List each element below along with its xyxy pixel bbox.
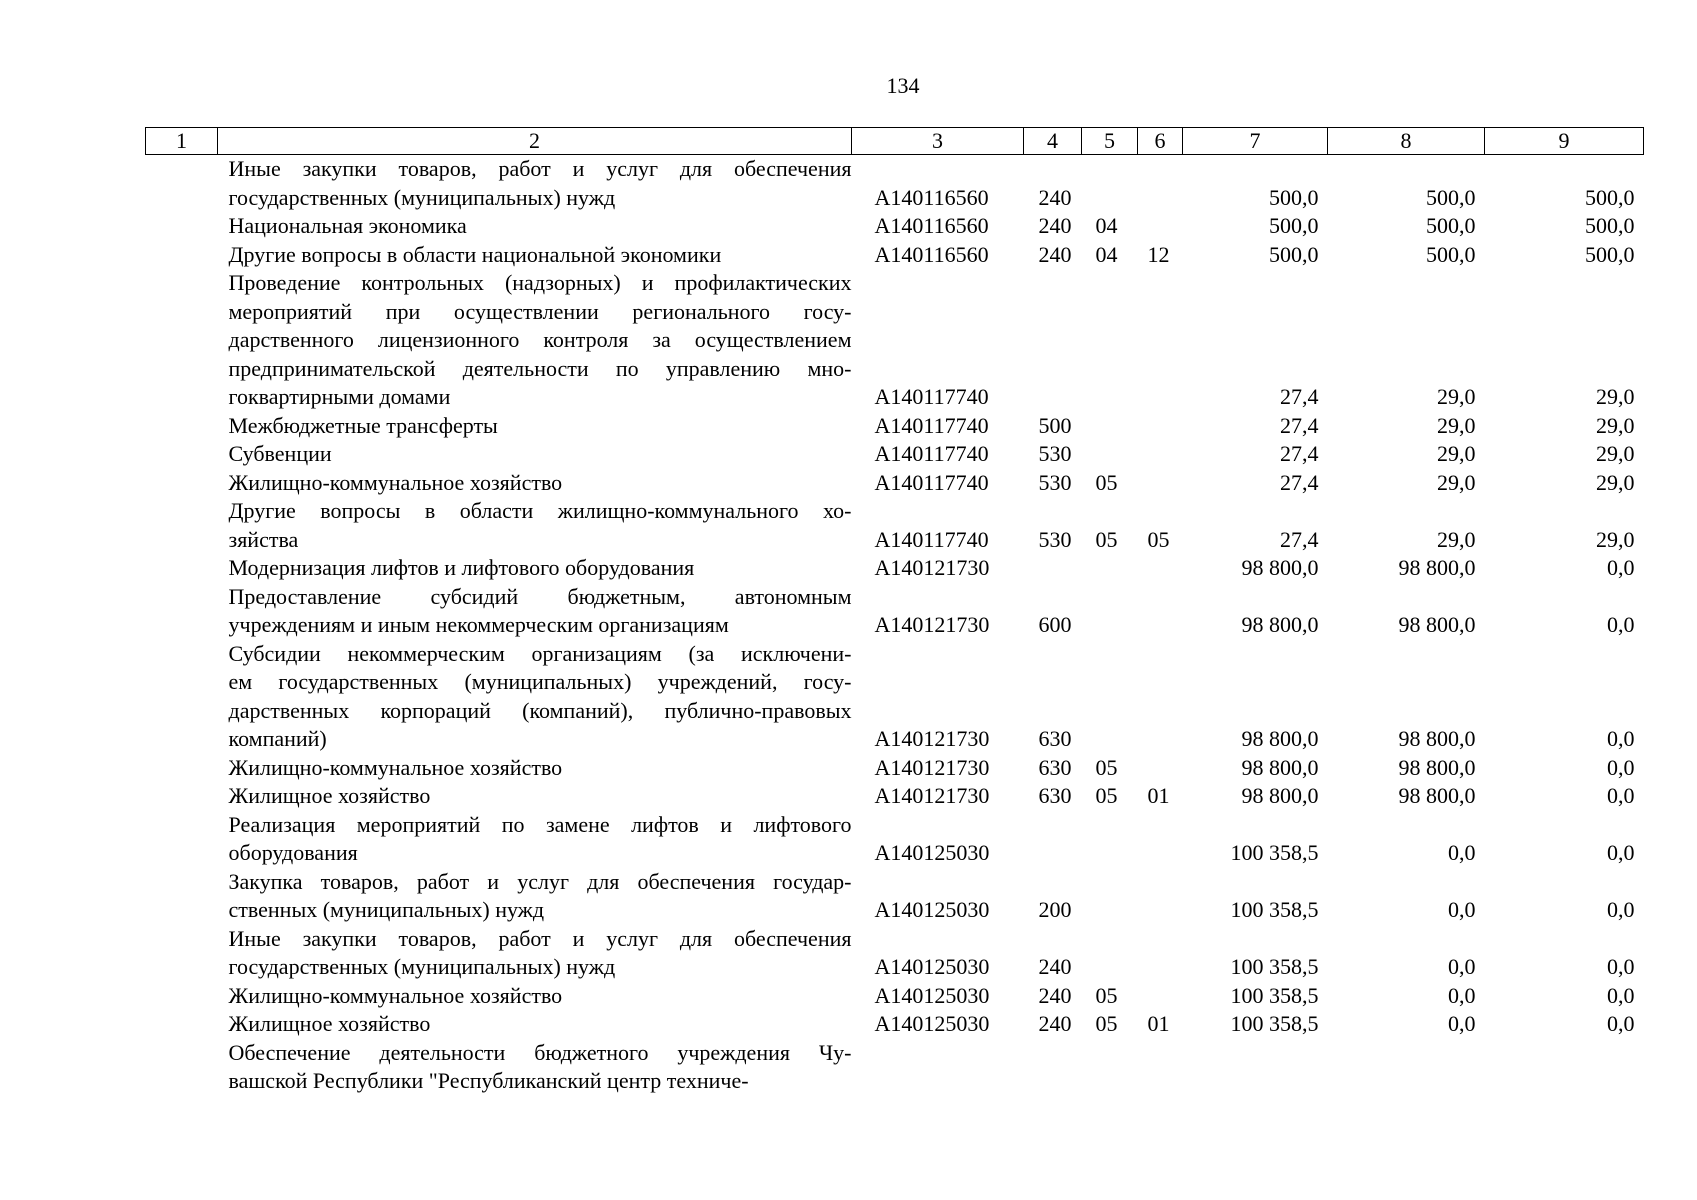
expense-type-cell: 630 <box>1038 783 1072 808</box>
amount-col7-cell: 27,4 <box>1280 384 1319 409</box>
amount-col9-cell: 0,0 <box>1607 840 1635 865</box>
amount-col8-cell: 98 800,0 <box>1398 754 1476 780</box>
table-row <box>146 754 1644 783</box>
row-number-cell <box>146 241 218 270</box>
section-cell <box>1082 412 1138 441</box>
item-name-line: Закупка товаров, работ и услуг для обеспечения государ- <box>228 868 852 894</box>
item-name-cell <box>218 469 852 498</box>
table-row <box>146 269 1644 412</box>
table-row <box>146 412 1644 441</box>
budget-table <box>145 127 1644 1096</box>
amount-col8-cell <box>1328 1039 1485 1096</box>
item-name-line: Межбюджетные трансферты <box>228 412 498 438</box>
budget-code-cell: А140121730 <box>874 754 990 780</box>
column-header-9: 9 <box>1485 128 1644 155</box>
subsection-cell <box>1138 269 1183 412</box>
budget-code-cell: А140121730 <box>874 726 990 751</box>
amount-col8-cell: 0,0 <box>1448 982 1476 1008</box>
section-cell <box>1082 811 1138 868</box>
section-cell <box>1082 1039 1138 1096</box>
amount-col8-cell: 98 800,0 <box>1398 612 1476 637</box>
subsection-cell <box>1138 440 1183 469</box>
item-name-line: Жилищно-коммунальное хозяйство <box>228 982 563 1008</box>
table-row <box>146 554 1644 583</box>
item-name-line: Обеспечение деятельности бюджетного учреждения Чу- <box>228 1039 852 1065</box>
amount-col8-cell: 500,0 <box>1426 213 1476 238</box>
amount-col8-cell: 0,0 <box>1448 1011 1476 1036</box>
amount-col9-cell: 29,0 <box>1596 469 1635 495</box>
subsection-cell <box>1138 868 1183 925</box>
item-name-cell <box>218 640 852 754</box>
item-name-line: ем государственных (муниципальных) учреждений, госу- <box>228 669 852 694</box>
row-number-cell <box>146 583 218 640</box>
item-name-cell <box>218 412 852 441</box>
expense-type-cell <box>1024 811 1082 868</box>
page-number: 134 <box>886 73 920 98</box>
item-name-line: Жилищно-коммунальное хозяйство <box>228 469 563 495</box>
table-header-row <box>146 128 1644 155</box>
amount-col9-cell: 500,0 <box>1585 184 1635 210</box>
budget-code-cell: А140117740 <box>874 384 989 409</box>
item-name-line: Субвенции <box>228 441 332 466</box>
amount-col8-cell: 0,0 <box>1448 840 1476 865</box>
subsection-cell <box>1138 155 1183 213</box>
table-row <box>146 583 1644 640</box>
subsection-cell: 01 <box>1147 783 1170 808</box>
amount-col8-cell: 29,0 <box>1437 384 1476 409</box>
item-name-cell <box>218 1039 852 1096</box>
table-row <box>146 440 1644 469</box>
table-row <box>146 811 1644 868</box>
amount-col8-cell: 29,0 <box>1437 441 1476 466</box>
item-name-line: Другие вопросы в области национальной экономики <box>228 241 722 267</box>
budget-code-cell: А140125030 <box>874 982 990 1008</box>
amount-col7-cell: 27,4 <box>1280 441 1319 466</box>
item-name-line: зяйства <box>228 526 299 552</box>
column-header-8: 8 <box>1328 128 1485 155</box>
amount-col7-cell: 98 800,0 <box>1241 754 1319 780</box>
item-name-line: предпринимательской деятельности по управлению мно- <box>228 355 852 381</box>
amount-col7-cell: 27,4 <box>1280 412 1319 438</box>
expense-type-cell: 200 <box>1038 897 1072 922</box>
section-cell: 05 <box>1095 526 1118 552</box>
amount-col9-cell: 0,0 <box>1607 555 1635 580</box>
amount-col8-cell: 29,0 <box>1437 526 1476 552</box>
subsection-cell <box>1138 754 1183 783</box>
expense-type-cell: 240 <box>1038 982 1072 1008</box>
column-header-2: 2 <box>218 128 852 155</box>
expense-type-cell: 240 <box>1038 213 1072 238</box>
row-number-cell <box>146 440 218 469</box>
amount-col7-cell: 27,4 <box>1280 526 1319 552</box>
row-number-cell <box>146 754 218 783</box>
item-name-line: Жилищное хозяйство <box>228 783 431 808</box>
item-name-cell <box>218 754 852 783</box>
section-cell <box>1082 554 1138 583</box>
row-number-cell <box>146 412 218 441</box>
amount-col7-cell: 100 358,5 <box>1230 897 1319 922</box>
item-name-cell <box>218 982 852 1011</box>
expense-type-cell: 530 <box>1038 469 1072 495</box>
table-row <box>146 212 1644 241</box>
item-name-cell <box>218 155 852 213</box>
row-number-cell <box>146 640 218 754</box>
expense-type-cell: 240 <box>1038 1011 1072 1036</box>
section-cell <box>1082 640 1138 754</box>
section-cell <box>1082 440 1138 469</box>
section-cell: 05 <box>1095 754 1118 780</box>
item-name-line: Реализация мероприятий по замене лифтов и лифтового <box>228 811 852 837</box>
section-cell <box>1082 868 1138 925</box>
item-name-line: мероприятий при осуществлении регионального госу- <box>228 298 852 324</box>
budget-code-cell <box>852 1039 1024 1096</box>
amount-col9-cell: 0,0 <box>1607 897 1635 922</box>
table-row <box>146 241 1644 270</box>
item-name-line: Предоставление субсидий бюджетным, автономным <box>228 583 852 609</box>
subsection-cell: 01 <box>1147 1011 1170 1036</box>
item-name-line: Другие вопросы в области жилищно-коммунального хо- <box>228 498 852 523</box>
table-row <box>146 982 1644 1011</box>
item-name-line: дарственного лицензионного контроля за осуществлением <box>228 327 852 352</box>
row-number-cell <box>146 269 218 412</box>
item-name-line: ственных (муниципальных) нужд <box>228 897 545 922</box>
item-name-line: дарственных корпораций (компаний), публично-правовых <box>228 697 852 723</box>
subsection-cell <box>1138 640 1183 754</box>
amount-col8-cell: 98 800,0 <box>1398 555 1476 580</box>
row-number-cell <box>146 497 218 554</box>
item-name-cell <box>218 269 852 412</box>
amount-col8-cell: 500,0 <box>1426 184 1476 210</box>
subsection-cell <box>1138 925 1183 982</box>
expense-type-cell: 530 <box>1038 441 1072 466</box>
item-name-cell <box>218 811 852 868</box>
amount-col8-cell: 29,0 <box>1437 412 1476 438</box>
budget-code-cell: А140121730 <box>874 783 990 808</box>
amount-col9-cell: 0,0 <box>1607 612 1635 637</box>
section-cell: 05 <box>1095 1011 1118 1036</box>
amount-col9-cell: 0,0 <box>1607 754 1635 780</box>
item-name-line: Жилищно-коммунальное хозяйство <box>228 754 563 780</box>
item-name-line: государственных (муниципальных) нужд <box>228 954 616 979</box>
item-name-line: Субсидии некоммерческим организациям (за исключени- <box>228 640 852 666</box>
item-name-line: Проведение контрольных (надзорных) и профилактических <box>228 270 852 295</box>
amount-col7-cell: 98 800,0 <box>1241 612 1319 637</box>
subsection-cell <box>1138 412 1183 441</box>
amount-col7-cell: 27,4 <box>1280 469 1319 495</box>
expense-type-cell: 630 <box>1038 754 1072 780</box>
subsection-cell <box>1138 1039 1183 1096</box>
expense-type-cell <box>1024 554 1082 583</box>
amount-col7-cell: 500,0 <box>1269 213 1319 238</box>
amount-col9-cell: 500,0 <box>1585 241 1635 267</box>
table-row <box>146 782 1644 811</box>
amount-col9-cell: 0,0 <box>1607 726 1635 751</box>
amount-col9-cell: 0,0 <box>1607 982 1635 1008</box>
subsection-cell <box>1138 583 1183 640</box>
section-cell: 05 <box>1095 469 1118 495</box>
amount-col8-cell: 500,0 <box>1426 241 1476 267</box>
table-row <box>146 497 1644 554</box>
subsection-cell: 12 <box>1147 241 1170 267</box>
amount-col7-cell: 98 800,0 <box>1241 726 1319 751</box>
budget-code-cell: А140125030 <box>874 1011 990 1036</box>
item-name-cell <box>218 925 852 982</box>
item-name-line: гоквартирными домами <box>228 384 451 409</box>
section-cell <box>1082 155 1138 213</box>
expense-type-cell: 600 <box>1038 612 1072 637</box>
item-name-cell <box>218 554 852 583</box>
amount-col8-cell: 0,0 <box>1448 897 1476 922</box>
section-cell <box>1082 269 1138 412</box>
expense-type-cell: 240 <box>1038 241 1072 267</box>
table-row <box>146 925 1644 982</box>
expense-type-cell: 500 <box>1038 412 1072 438</box>
amount-col9-cell: 29,0 <box>1596 441 1635 466</box>
amount-col7-cell: 98 800,0 <box>1241 783 1319 808</box>
expense-type-cell <box>1024 1039 1082 1096</box>
item-name-line: Иные закупки товаров, работ и услуг для обеспечения <box>228 156 852 181</box>
table-row <box>146 1010 1644 1039</box>
item-name-cell <box>218 497 852 554</box>
row-number-cell <box>146 1010 218 1039</box>
amount-col7-cell: 500,0 <box>1269 241 1319 267</box>
table-row <box>146 868 1644 925</box>
item-name-line: Иные закупки товаров, работ и услуг для обеспечения <box>228 925 852 951</box>
expense-type-cell: 630 <box>1038 726 1072 751</box>
item-name-line: государственных (муниципальных) нужд <box>228 184 616 210</box>
budget-code-cell: А140117740 <box>874 412 989 438</box>
item-name-cell <box>218 212 852 241</box>
amount-col9-cell: 500,0 <box>1585 213 1635 238</box>
column-header-7: 7 <box>1183 128 1328 155</box>
amount-col8-cell: 29,0 <box>1437 469 1476 495</box>
section-cell: 05 <box>1095 783 1118 808</box>
row-number-cell <box>146 554 218 583</box>
row-number-cell <box>146 1039 218 1096</box>
budget-code-cell: А140117740 <box>874 526 989 552</box>
amount-col8-cell: 0,0 <box>1448 954 1476 979</box>
budget-code-cell: А140116560 <box>874 184 989 210</box>
row-number-cell <box>146 212 218 241</box>
row-number-cell <box>146 868 218 925</box>
item-name-cell <box>218 241 852 270</box>
item-name-line: компаний) <box>228 726 327 751</box>
row-number-cell <box>146 782 218 811</box>
row-number-cell <box>146 982 218 1011</box>
expense-type-cell: 240 <box>1038 184 1072 210</box>
item-name-cell <box>218 583 852 640</box>
section-cell: 04 <box>1095 241 1118 267</box>
budget-code-cell: А140121730 <box>874 612 990 637</box>
budget-code-cell: А140116560 <box>874 241 989 267</box>
amount-col9-cell: 29,0 <box>1596 412 1635 438</box>
amount-col7-cell <box>1183 1039 1328 1096</box>
column-header-3: 3 <box>852 128 1024 155</box>
expense-type-cell: 240 <box>1038 954 1072 979</box>
subsection-cell <box>1138 554 1183 583</box>
budget-code-cell: А140125030 <box>874 840 990 865</box>
expense-type-cell <box>1024 269 1082 412</box>
column-header-5: 5 <box>1082 128 1138 155</box>
item-name-line: Модернизация лифтов и лифтового оборудования <box>228 555 695 580</box>
amount-col8-cell: 98 800,0 <box>1398 783 1476 808</box>
amount-col9-cell: 0,0 <box>1607 1011 1635 1036</box>
amount-col7-cell: 98 800,0 <box>1241 555 1319 580</box>
item-name-line: вашской Республики "Республиканский центр техниче- <box>228 1068 749 1093</box>
subsection-cell <box>1138 212 1183 241</box>
amount-col9-cell <box>1485 1039 1644 1096</box>
amount-col7-cell: 100 358,5 <box>1230 840 1319 865</box>
row-number-cell <box>146 469 218 498</box>
table-body <box>146 155 1644 1096</box>
amount-col8-cell: 98 800,0 <box>1398 726 1476 751</box>
budget-code-cell: А140121730 <box>874 555 990 580</box>
expense-type-cell: 530 <box>1038 526 1072 552</box>
row-number-cell <box>146 925 218 982</box>
amount-col9-cell: 29,0 <box>1596 526 1635 552</box>
amount-col7-cell: 100 358,5 <box>1230 982 1319 1008</box>
subsection-cell <box>1138 982 1183 1011</box>
item-name-line: учреждениям и иным некоммерческим организациям <box>228 612 729 637</box>
item-name-line: Жилищное хозяйство <box>228 1011 431 1036</box>
row-number-cell <box>146 155 218 213</box>
table-row <box>146 469 1644 498</box>
table-row <box>146 155 1644 213</box>
amount-col7-cell: 100 358,5 <box>1230 1011 1319 1036</box>
item-name-cell <box>218 1010 852 1039</box>
amount-col7-cell: 100 358,5 <box>1230 954 1319 979</box>
budget-code-cell: А140125030 <box>874 954 990 979</box>
item-name-cell <box>218 440 852 469</box>
budget-code-cell: А140125030 <box>874 897 990 922</box>
table-row <box>146 1039 1644 1096</box>
amount-col9-cell: 0,0 <box>1607 954 1635 979</box>
subsection-cell <box>1138 811 1183 868</box>
section-cell <box>1082 583 1138 640</box>
item-name-line: оборудования <box>228 840 358 865</box>
amount-col9-cell: 0,0 <box>1607 783 1635 808</box>
budget-code-cell: А140117740 <box>874 441 989 466</box>
section-cell: 05 <box>1095 982 1118 1008</box>
budget-code-cell: А140116560 <box>874 213 989 238</box>
section-cell <box>1082 925 1138 982</box>
item-name-line: Национальная экономика <box>228 213 467 238</box>
item-name-cell <box>218 868 852 925</box>
section-cell: 04 <box>1095 213 1118 238</box>
amount-col9-cell: 29,0 <box>1596 384 1635 409</box>
budget-code-cell: А140117740 <box>874 469 989 495</box>
column-header-4: 4 <box>1024 128 1082 155</box>
amount-col7-cell: 500,0 <box>1269 184 1319 210</box>
subsection-cell <box>1138 469 1183 498</box>
column-header-1: 1 <box>146 128 218 155</box>
table-row <box>146 640 1644 754</box>
row-number-cell <box>146 811 218 868</box>
item-name-cell <box>218 782 852 811</box>
column-header-6: 6 <box>1138 128 1183 155</box>
subsection-cell: 05 <box>1147 526 1170 552</box>
